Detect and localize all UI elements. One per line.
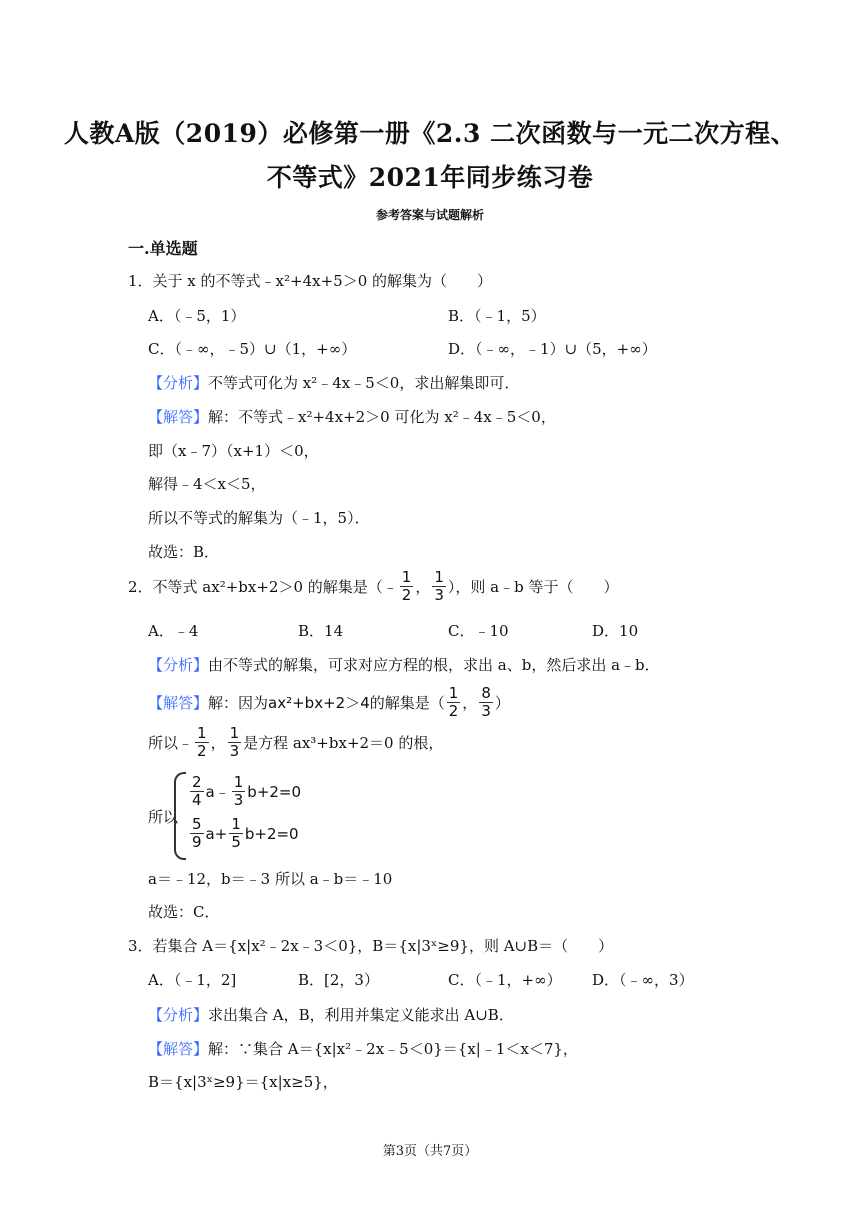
formula-image: ax²+bx+2＞4的解集是（ xyxy=(268,693,445,712)
analysis-text: 由不等式的解集，可求对应方程的根，求出 a、b，然后求出 a﹣b． xyxy=(208,656,660,674)
title-line-2: 不等式》2021年同步练习卷 xyxy=(266,163,594,192)
q2-solution: 【解答】 解：因为 ax²+bx+2＞4的解集是（ $\frac{1}{2}$ ， $\frac{8}{3}$ ） xyxy=(148,683,510,720)
q1-step-2: 解得﹣4＜x＜5， xyxy=(148,475,266,493)
fraction: $\frac{8}{3}$ xyxy=(481,683,491,720)
q1-answer: 故选：B． xyxy=(148,543,220,561)
q2-roots: 所以﹣ $\frac{1}{2}$ ， $\frac{1}{3}$ 是方程 ax³+bx+2＝0 的根， xyxy=(148,723,444,760)
q3-solution xyxy=(148,1038,578,1059)
q1-step-3: 所以不等式的解集为（﹣1，5）． xyxy=(148,509,370,527)
fraction: $\frac{1}{2}$ xyxy=(401,567,412,604)
q1-solution xyxy=(148,406,556,427)
q3-option-b: B．[2，3） xyxy=(298,971,379,989)
left-brace-icon xyxy=(174,772,186,860)
equation-1: $\frac{2}{4}$ a﹣ $\frac{1}{3}$ b+2=0 xyxy=(192,773,302,809)
q2-option-b: B．14 xyxy=(298,622,344,640)
analysis-tag: 【分析】 xyxy=(148,656,209,674)
q2-system-label: 所以 xyxy=(148,808,179,826)
fraction: $\frac{1}{2}$ xyxy=(448,683,459,720)
solution-tag: 【解答】 xyxy=(148,408,209,426)
q3-option-a: A．（﹣1，2] xyxy=(148,971,237,989)
solution-tag: 【解答】 xyxy=(148,1040,209,1058)
q3-option-c: C．（﹣1，+∞） xyxy=(448,971,562,989)
q1-option-c: C．（﹣∞，﹣5）∪（1，+∞） xyxy=(148,340,357,358)
q2-answer: 故选：C． xyxy=(148,903,220,921)
section-heading: 一.单选题 xyxy=(128,239,198,258)
solution-tag: 【解答】 xyxy=(148,693,209,712)
solution-text: 解：不等式﹣x²+4x+2＞0 可化为 x²﹣4x﹣5＜0， xyxy=(208,408,556,426)
analysis-text: 求出集合 A，B，利用并集定义能求出 A∪B． xyxy=(208,1006,514,1024)
q1-stem: 1．关于 x 的不等式﹣x²+4x+5＞0 的解集为（ ） xyxy=(128,272,493,290)
analysis-tag: 【分析】 xyxy=(148,1006,209,1024)
q1-option-b: B．（﹣1，5） xyxy=(448,307,546,325)
fraction: $\frac{1}{3}$ xyxy=(434,567,444,604)
fraction: $\frac{1}{3}$ xyxy=(229,723,240,760)
q1-option-a: A．（﹣5，1） xyxy=(148,307,246,325)
page-footer: 第3页（共7页） xyxy=(382,1144,478,1159)
title-line-1: 人教A版（2019）必修第一册《2.3 二次函数与一元二次方程、 xyxy=(63,119,797,148)
q3-analysis xyxy=(148,1004,514,1025)
subtitle: 参考答案与试题解析 xyxy=(375,208,484,222)
q1-analysis xyxy=(148,372,519,393)
solution-text: 解：∵集合 A＝{x|x²﹣2x﹣5＜0}＝{x|﹣1＜x＜7}， xyxy=(208,1040,578,1058)
q1-step-1: 即（x﹣7）（x+1）＜0， xyxy=(148,442,319,460)
q2-option-d: D．10 xyxy=(592,622,639,640)
q3-stem: 3．若集合 A＝{x|x²﹣2x﹣3＜0}，B＝{x|3ˣ≥9}，则 A∪B＝（ ） xyxy=(128,937,614,955)
analysis-tag: 【分析】 xyxy=(148,374,209,392)
q3-step-1: B＝{x|3ˣ≥9}＝{x|x≥5}， xyxy=(148,1073,338,1091)
equation-system xyxy=(174,772,304,856)
q3-option-d: D．（﹣∞，3） xyxy=(592,971,694,989)
q2-option-a: A．﹣4 xyxy=(148,622,199,640)
q2-result: a＝﹣12，b＝﹣3 所以 a﹣b＝﹣10 xyxy=(148,870,393,888)
fraction: $\frac{1}{2}$ xyxy=(197,723,207,760)
q1-option-d: D．（﹣∞，﹣1）∪（5，+∞） xyxy=(448,340,657,358)
q2-stem: 2．不等式 ax²+bx+2＞0 的解集是（﹣ $\frac{1}{2}$ ， $\frac{1}{3}$ ），则 a﹣b 等于（ ） xyxy=(128,567,619,604)
q2-analysis xyxy=(148,654,660,675)
analysis-text: 不等式可化为 x²﹣4x﹣5＜0，求出解集即可． xyxy=(208,374,520,392)
equation-2: $\frac{5}{9}$ a+ $\frac{1}{5}$ b+2=0 xyxy=(192,815,299,851)
q2-option-c: C．﹣10 xyxy=(448,622,509,640)
